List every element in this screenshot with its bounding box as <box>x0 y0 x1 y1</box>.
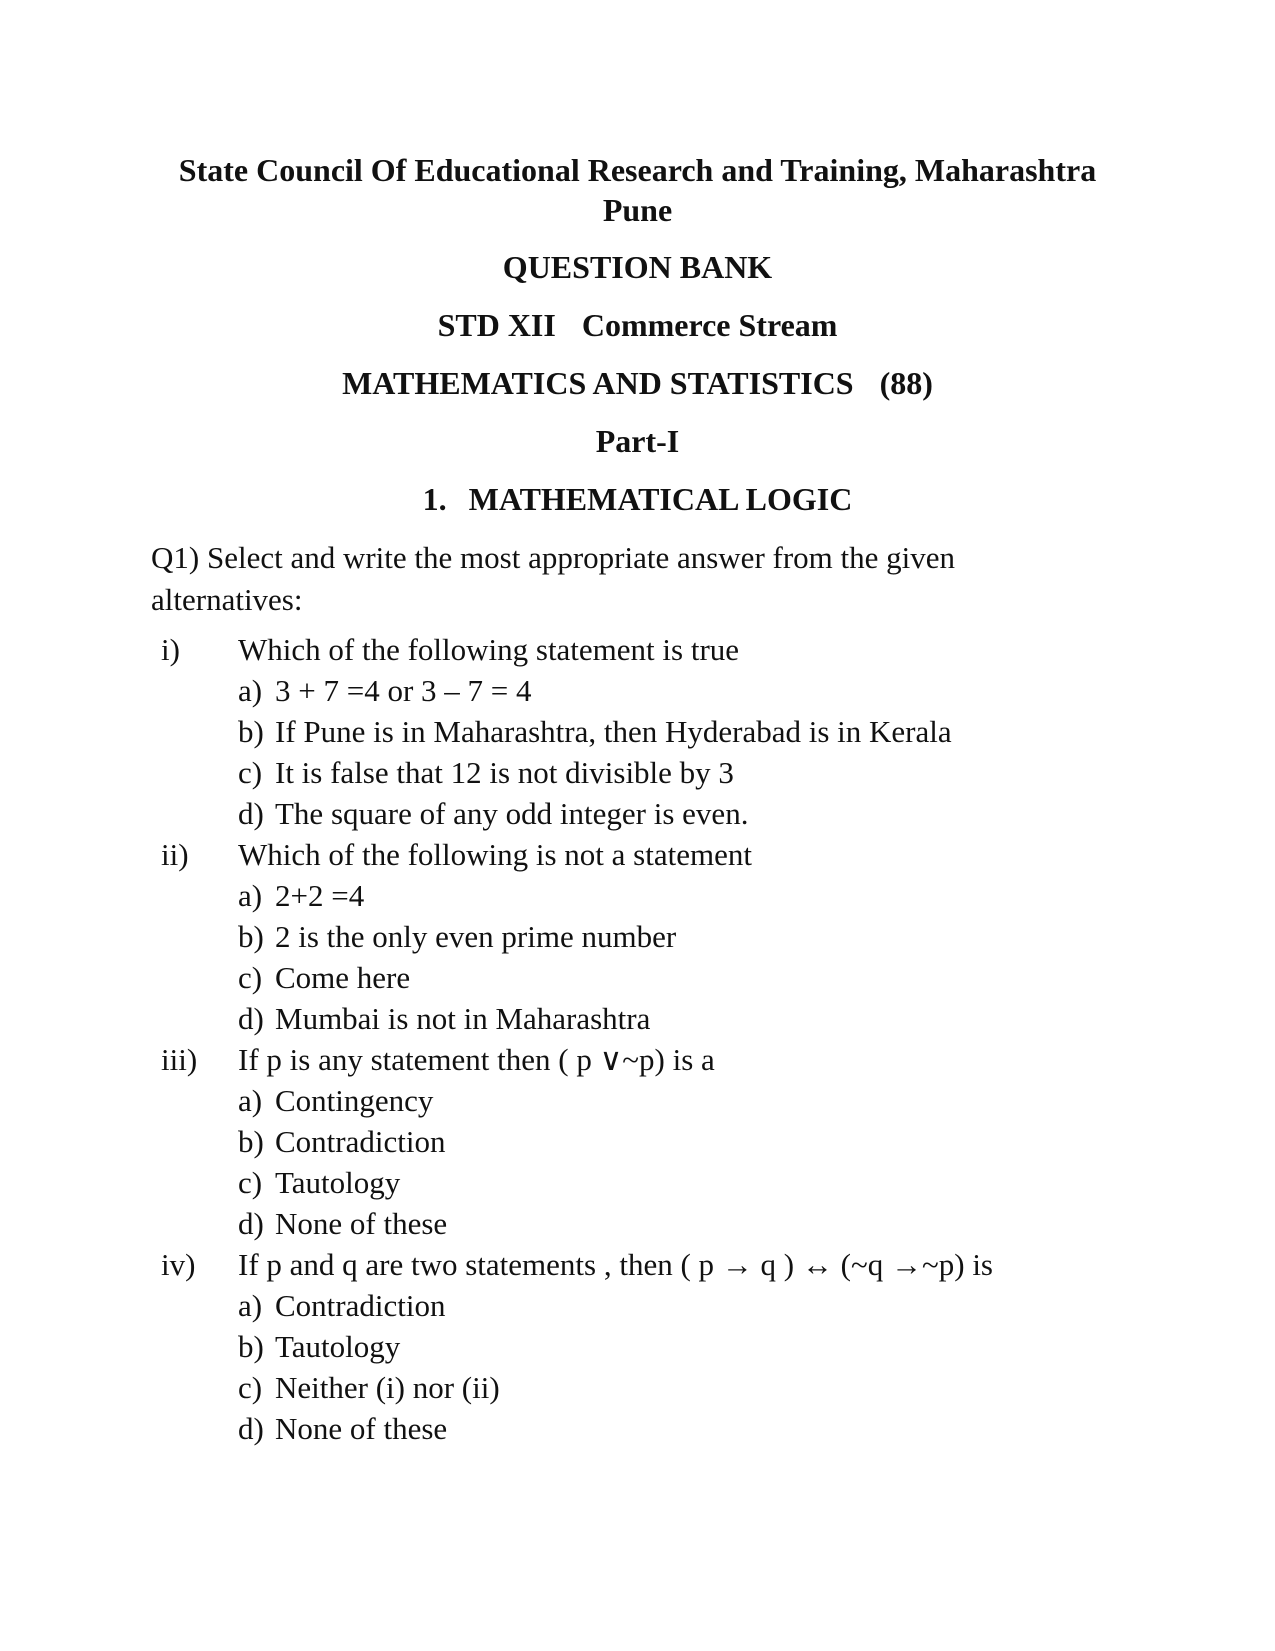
option <box>238 670 532 711</box>
chapter-heading <box>0 479 1275 519</box>
subject-heading <box>0 363 1275 403</box>
doc-type-heading: QUESTION BANK <box>502 249 773 285</box>
question-number: i) <box>161 632 180 667</box>
option <box>238 957 410 998</box>
option-label: a) <box>238 878 263 913</box>
question-number: iii) <box>161 1042 198 1077</box>
option-label: c) <box>238 1165 263 1200</box>
option-label: b) <box>238 714 264 749</box>
option <box>238 1080 433 1121</box>
option-label: c) <box>238 1370 263 1405</box>
option-label: c) <box>238 960 263 995</box>
instruction-line-1: Q1) Select and write the most appropriate answer from the given <box>151 540 956 575</box>
option-label: b) <box>238 919 264 954</box>
option <box>238 711 952 752</box>
option-label: a) <box>238 1083 263 1118</box>
option-text: Tautology <box>275 1165 401 1200</box>
option <box>238 875 364 916</box>
instruction-line-2: alternatives: <box>151 582 303 617</box>
option <box>238 1203 447 1244</box>
option-text: 3 + 7 =4 or 3 – 7 = 4 <box>275 673 532 708</box>
option-text: 2+2 =4 <box>275 878 365 913</box>
option-label: b) <box>238 1124 264 1159</box>
option-label: d) <box>238 1411 264 1446</box>
chapter-title: MATHEMATICAL LOGIC <box>468 481 853 517</box>
option-text: Contradiction <box>275 1124 446 1159</box>
chapter-number: 1. <box>422 481 447 517</box>
option-text: Contradiction <box>275 1288 446 1323</box>
option-label: d) <box>238 1001 264 1036</box>
option <box>238 1408 447 1449</box>
option <box>238 1285 445 1326</box>
question-number: iv) <box>161 1247 196 1282</box>
part-heading: Part-I <box>595 423 680 459</box>
option-text: None of these <box>275 1411 448 1446</box>
option-text: Contingency <box>275 1083 434 1118</box>
question-text: Which of the following is not a statement <box>238 837 752 872</box>
option-text: Neither (i) nor (ii) <box>275 1370 500 1405</box>
option <box>238 998 650 1039</box>
option-label: a) <box>238 673 263 708</box>
stream-label: Commerce Stream <box>581 307 838 343</box>
option <box>238 1162 400 1203</box>
question-number: ii) <box>161 837 189 872</box>
subject-label: MATHEMATICS AND STATISTICS <box>342 365 854 401</box>
question-text: Which of the following statement is true <box>238 632 740 667</box>
option-text: The square of any odd integer is even. <box>275 796 749 831</box>
option-text: 2 is the only even prime number <box>275 919 677 954</box>
option <box>238 1326 400 1367</box>
std-stream-heading <box>0 305 1275 345</box>
option <box>238 916 676 957</box>
option-label: c) <box>238 755 263 790</box>
option-label: d) <box>238 1206 264 1241</box>
city-heading: Pune <box>602 192 673 228</box>
option <box>238 793 748 834</box>
institution-heading: State Council Of Educational Research and Training, Maharashtra <box>178 152 1097 188</box>
option <box>238 1121 445 1162</box>
option-text: Mumbai is not in Maharashtra <box>275 1001 651 1036</box>
question-text: If p is any statement then ( p ∨~p) is a <box>238 1042 715 1077</box>
option-label: b) <box>238 1329 264 1364</box>
option-text: None of these <box>275 1206 448 1241</box>
option-text: It is false that 12 is not divisible by 3 <box>275 755 734 790</box>
option-label: d) <box>238 796 264 831</box>
option <box>238 752 734 793</box>
option-text: Come here <box>275 960 411 995</box>
option-text: If Pune is in Maharashtra, then Hyderabad is in Kerala <box>275 714 952 749</box>
question-text: If p and q are two statements , then ( p → q ) ↔ (~q →~p) is <box>238 1247 993 1282</box>
option <box>238 1367 500 1408</box>
option-label: a) <box>238 1288 263 1323</box>
option-text: Tautology <box>275 1329 401 1364</box>
std-label: STD XII <box>437 307 556 343</box>
subject-code: (88) <box>879 365 933 401</box>
